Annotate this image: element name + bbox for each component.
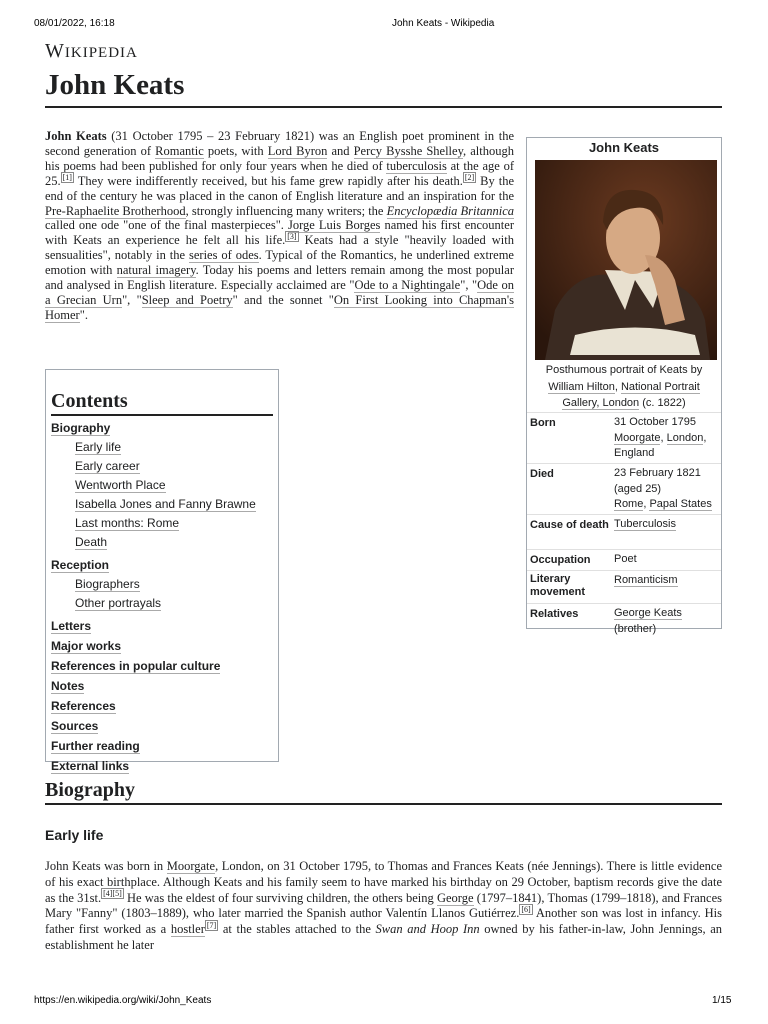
swan-hoop-inn: Swan and Hoop Inn [375,922,480,937]
page-title: John Keats [45,66,722,108]
toc-item-label: Early career [75,459,140,473]
value-text: 23 February 1821 [614,467,701,479]
toc-item-label: Death [75,535,108,549]
ref-3[interactable]: [3] [287,232,297,242]
print-page-title: John Keats - Wikipedia [392,18,495,29]
link-tuberculosis[interactable]: tuberculosis [386,158,447,173]
text: (1797–1841), Thomas (1799–1818), and Frances Mary "Fanny" (1803–1889), who later married the Spanish author Valentín Llanos Gutiérrez. [45,890,722,921]
ref-2[interactable]: [2] [464,172,475,182]
value-text: England [614,447,655,459]
infobox-row-born [527,412,721,463]
infobox-row-cause [527,514,721,549]
toc-item[interactable] [51,718,273,735]
link-pre-raphaelite[interactable]: Pre-Raphaelite Brotherhood [45,203,186,218]
toc-item-label: Early life [75,440,122,454]
toc-item-label: References in popular culture [51,659,221,673]
toc-item-label: External links [51,759,130,773]
text: ", " [122,292,142,307]
intro-bold-name: John Keats [45,129,107,143]
link-lord-byron[interactable]: Lord Byron [267,143,328,158]
text: at the stables attached to the [218,922,376,937]
caption-text: , [614,380,621,393]
toc-item[interactable] [51,638,273,655]
link-hostler[interactable]: hostler [170,922,205,937]
logo-initial: W [45,40,65,62]
text: and [327,143,354,158]
toc-item-label: Further reading [51,739,140,753]
text: Another son was lost in infancy. His father first worked as a [45,906,722,937]
infobox-label: Cause of death [530,519,609,531]
toc-item[interactable] [51,698,273,715]
toc-item-label: Sources [51,719,99,733]
link-sleep-poetry[interactable]: Sleep and Poetry [141,292,233,307]
toc-item[interactable] [51,738,273,755]
infobox-label: Literary movement [530,573,586,598]
value-text: (aged 25) [614,482,662,495]
toc-item-label: Notes [51,679,85,693]
infobox-title: John Keats [588,140,660,155]
value-text: , [703,431,707,444]
toc-item-label: Reception [51,558,110,572]
ref-4-5[interactable]: [4][5] [103,889,122,899]
text: By the end of the century he was placed in the canon of English literature and an inspiration for the [45,173,515,203]
text: called one ode "one of the final masterpieces". [45,218,288,233]
toc-item-label: Major works [51,639,122,653]
toc-item-label: Wentworth Place [75,478,166,492]
text: Keats had a style "heavily loaded with sensualities", notably in the [45,233,514,263]
link-moorgate-body[interactable]: Moorgate [166,859,216,873]
toc-item[interactable] [75,595,273,612]
ref-1[interactable]: [1] [62,172,72,182]
link-npg[interactable]: National Portrait Gallery, London [562,380,700,409]
link-romanticism[interactable]: Romanticism [614,574,678,586]
section-heading-biography: Biography [45,778,722,805]
toc-item-label: Isabella Jones and Fanny Brawne [75,497,256,511]
intro-paragraph [45,129,514,323]
toc-item-label: References [51,699,116,713]
link-shelley[interactable]: Percy Bysshe Shelley [353,143,464,158]
text: at the age of 25. [45,158,514,188]
link-moorgate[interactable]: Moorgate [614,431,661,444]
logo-rest: IKIPEDIA [64,45,138,61]
infobox-value [614,573,718,601]
ref-7[interactable]: [7] [206,921,217,931]
text: ". [79,307,88,322]
toc-item[interactable] [75,515,273,532]
toc-item[interactable] [75,576,273,593]
link-borges[interactable]: Jorge Luis Borges [288,218,381,233]
text: " and the sonnet " [232,292,334,307]
link-britannica[interactable]: Encyclopædia Britannica [386,203,515,218]
toc-item[interactable] [75,534,273,551]
print-url: https://en.wikipedia.org/wiki/John_Keats [34,995,212,1006]
link-tuberculosis-infobox[interactable]: Tuberculosis [614,518,676,530]
link-romantic[interactable]: Romantic [155,143,204,158]
link-odes[interactable]: series of odes [189,248,259,263]
link-grecian-urn[interactable]: Ode on a Grecian Urn [45,278,514,307]
caption-text: (c. 1822) [639,397,686,409]
toc-item[interactable] [75,458,273,475]
text: , although his poems had been published for only four years when he died of [45,143,514,173]
infobox [526,137,722,635]
link-george[interactable]: George [436,890,474,905]
toc-item[interactable] [51,678,273,695]
value-text: , [643,498,650,510]
infobox-value [614,517,718,547]
infobox-label: Occupation [530,554,591,566]
toc-item[interactable] [75,496,273,513]
print-page-count: 1/15 [712,995,732,1006]
infobox-row-relatives [527,603,721,638]
toc-item[interactable] [75,439,273,456]
early-life-paragraph [45,859,722,954]
portrait-caption [527,360,721,412]
toc-item[interactable] [51,758,273,775]
infobox-label: Relatives [530,608,579,620]
text: , London, on 31 October 1795, to Thomas and Frances Keats (née Jennings). There is little evidence of his exact birthplace. Although Keats and his family seem to have marked his birthday on 29 October, baptism records give the date as the 31st. [45,859,722,905]
infobox-value [614,415,718,461]
link-william-hilton[interactable]: William Hilton [548,380,615,393]
text: John Keats was born in [45,859,167,873]
toc-item-label: Last months: Rome [75,516,180,530]
value-text: , [660,431,667,444]
link-imagery[interactable]: natural imagery [116,263,196,278]
text: , strongly influencing many writers; the [185,203,387,218]
print-timestamp: 08/01/2022, 16:18 [34,18,115,29]
text: ", " [460,278,478,293]
infobox-value [614,606,718,636]
toc-item[interactable] [51,557,273,574]
infobox-row-occupation [527,549,721,570]
toc-item[interactable] [51,618,273,635]
infobox-label: Died [530,468,554,480]
portrait-image[interactable] [535,160,717,360]
toc-heading: Contents [51,388,273,416]
wikipedia-logo[interactable] [45,40,138,63]
infobox-value [614,466,718,512]
value-text: (brother) [614,622,657,635]
caption-text: Posthumous portrait of Keats by [545,364,703,376]
text: owned by his father-in-law, John Jennings, an establishment he later [45,922,722,952]
text: poets, with [203,143,268,158]
link-chapman[interactable]: On First Looking into Chapman's Homer [45,292,514,322]
toc-item-label: Biographers [75,577,140,591]
link-rome[interactable]: Rome [614,498,644,510]
link-nightingale[interactable]: Ode to a Nightingale [354,278,461,293]
infobox-value: Poet [614,553,637,565]
link-papal-states[interactable]: Papal States [649,498,712,510]
text: . Typical of the Romantics, he underlined extreme emotion with [45,248,514,278]
text: He was the eldest of four surviving children, the others being [123,890,437,905]
text: They were indifferently received, but his fame grew rapidly after his death. [73,173,463,188]
infobox-label: Born [530,417,556,429]
toc-item-label: Letters [51,619,92,633]
subsection-heading-early-life: Early life [45,827,104,843]
text: . Today his poems and letters remain among the most popular and analysed in English literature. Especially acclaimed are " [45,263,514,293]
toc-item[interactable] [75,477,273,494]
toc-list [51,420,273,775]
toc-item-label: Biography [51,421,111,435]
toc-item[interactable] [51,420,273,437]
toc-item[interactable] [51,658,273,675]
ref-6[interactable]: [6] [521,905,531,915]
value-text: 31 October 1795 [614,416,696,428]
infobox-row-movement [527,570,721,603]
text: (31 October 1795 – 23 February 1821) was an English poet prominent in the second generation of [45,129,514,158]
toc-item-label: Other portrayals [75,596,162,610]
table-of-contents [45,369,279,773]
link-london[interactable]: London [666,431,704,444]
infobox-row-died [527,463,721,514]
text: named his first encounter with Keats an experience he felt all his life. [45,218,514,248]
link-george-keats[interactable]: George Keats [614,607,682,619]
